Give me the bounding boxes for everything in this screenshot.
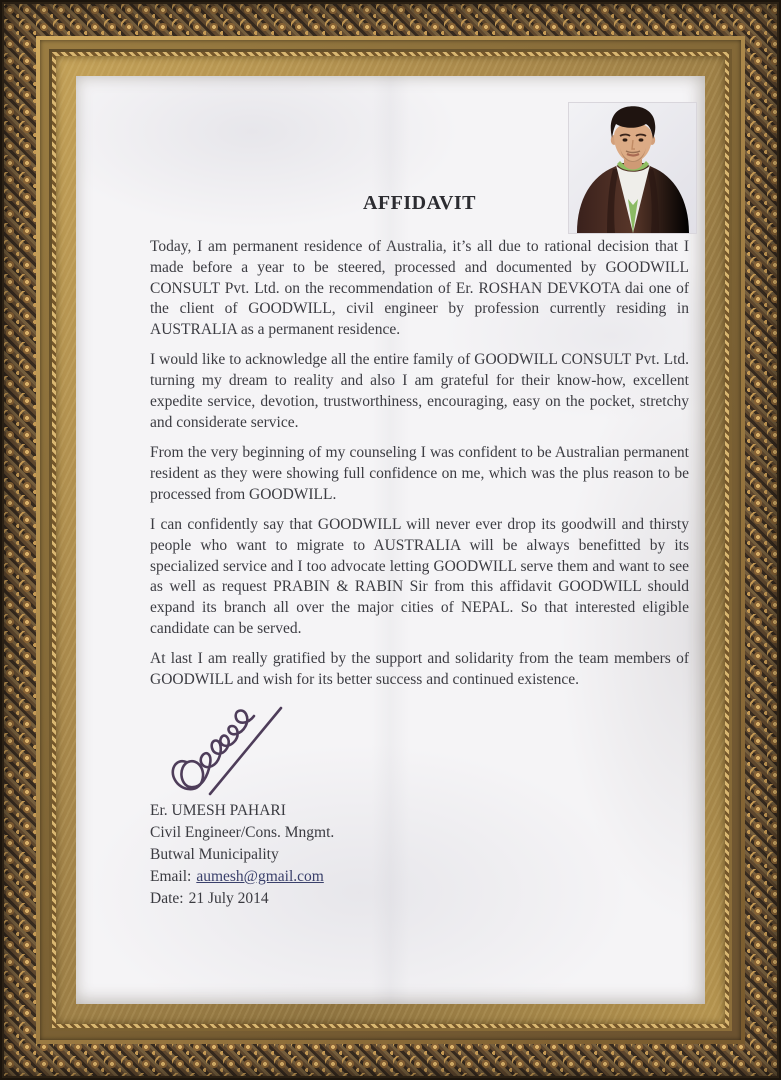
paragraph-2: I would like to acknowledge all the entire family of GOODWILL CONSULT Pvt. Ltd. turning my dream to reality and also I am grateful for their know-how, excellent expedite service, devotion, trustworthiness, encouraging, easy on the pocket, stretchy and considerate service.: [150, 351, 689, 431]
page-title: AFFIDAVIT: [362, 192, 477, 214]
signatory-municipality: Butwal Municipality: [150, 846, 279, 864]
paragraph-1: Today, I am permanent residence of Australia, it’s all due to rational decision that I made before a year to be steered, processed and documented by GOODWILL CONSULT Pvt. Ltd. on the recommendation of Er. ROSHAN DEVKOTA dai one of the client of GOODWILL, civil engineer by profession currently residing in AUSTRALIA as a permanent residence.: [150, 238, 689, 339]
email-label: Email:: [150, 867, 192, 885]
date-value: 21 July 2014: [188, 889, 269, 907]
frame-ornate-band: [2, 2, 779, 1078]
portrait-illustration: [569, 103, 696, 233]
paragraph-5: At last I am really gratified by the support and solidarity from the team members of GOODWILL and wish for its better success and continued existence.: [150, 650, 689, 689]
applicant-photo: [568, 102, 697, 234]
frame-step-band: [40, 40, 741, 1040]
signatory-name: Er. UMESH PAHARI: [150, 802, 286, 820]
paragraph-3: From the very beginning of my counseling I was confident to be Australian permanent resident as they were showing full confidence on me, which was the plus reason to be processed from GOODWILL.: [150, 444, 689, 503]
frame-gold-liner: [56, 56, 725, 1024]
signatory-role: Civil Engineer/Cons. Mngmt.: [150, 824, 335, 842]
frame-rope-band: [36, 36, 745, 1044]
frame-line-band: [49, 49, 732, 1031]
signature-scribble: [164, 700, 299, 800]
paragraph-4: I can confidently say that GOODWILL will never ever drop its goodwill and thirsty people who want to migrate to AUSTRALIA will be always benefitted by its specialized service and I too advocate letting GOODWILL serve them and want to see as well as request PRABIN & RABIN Sir from this affidavit GOODWILL should expand its branch all over the major cities of NEPAL. So that interested eligible candidate can be served.: [150, 516, 689, 638]
date-label: Date:: [150, 889, 184, 907]
letter-body: [150, 237, 689, 909]
date-line: [150, 888, 689, 910]
signatory-block: [150, 800, 689, 909]
affidavit-page: [76, 76, 705, 1004]
email-line: [150, 866, 689, 888]
handwritten-signature: [164, 700, 689, 796]
frame-bead-band: [52, 52, 729, 1028]
email-address: aumesh@gmail.com: [196, 867, 324, 885]
